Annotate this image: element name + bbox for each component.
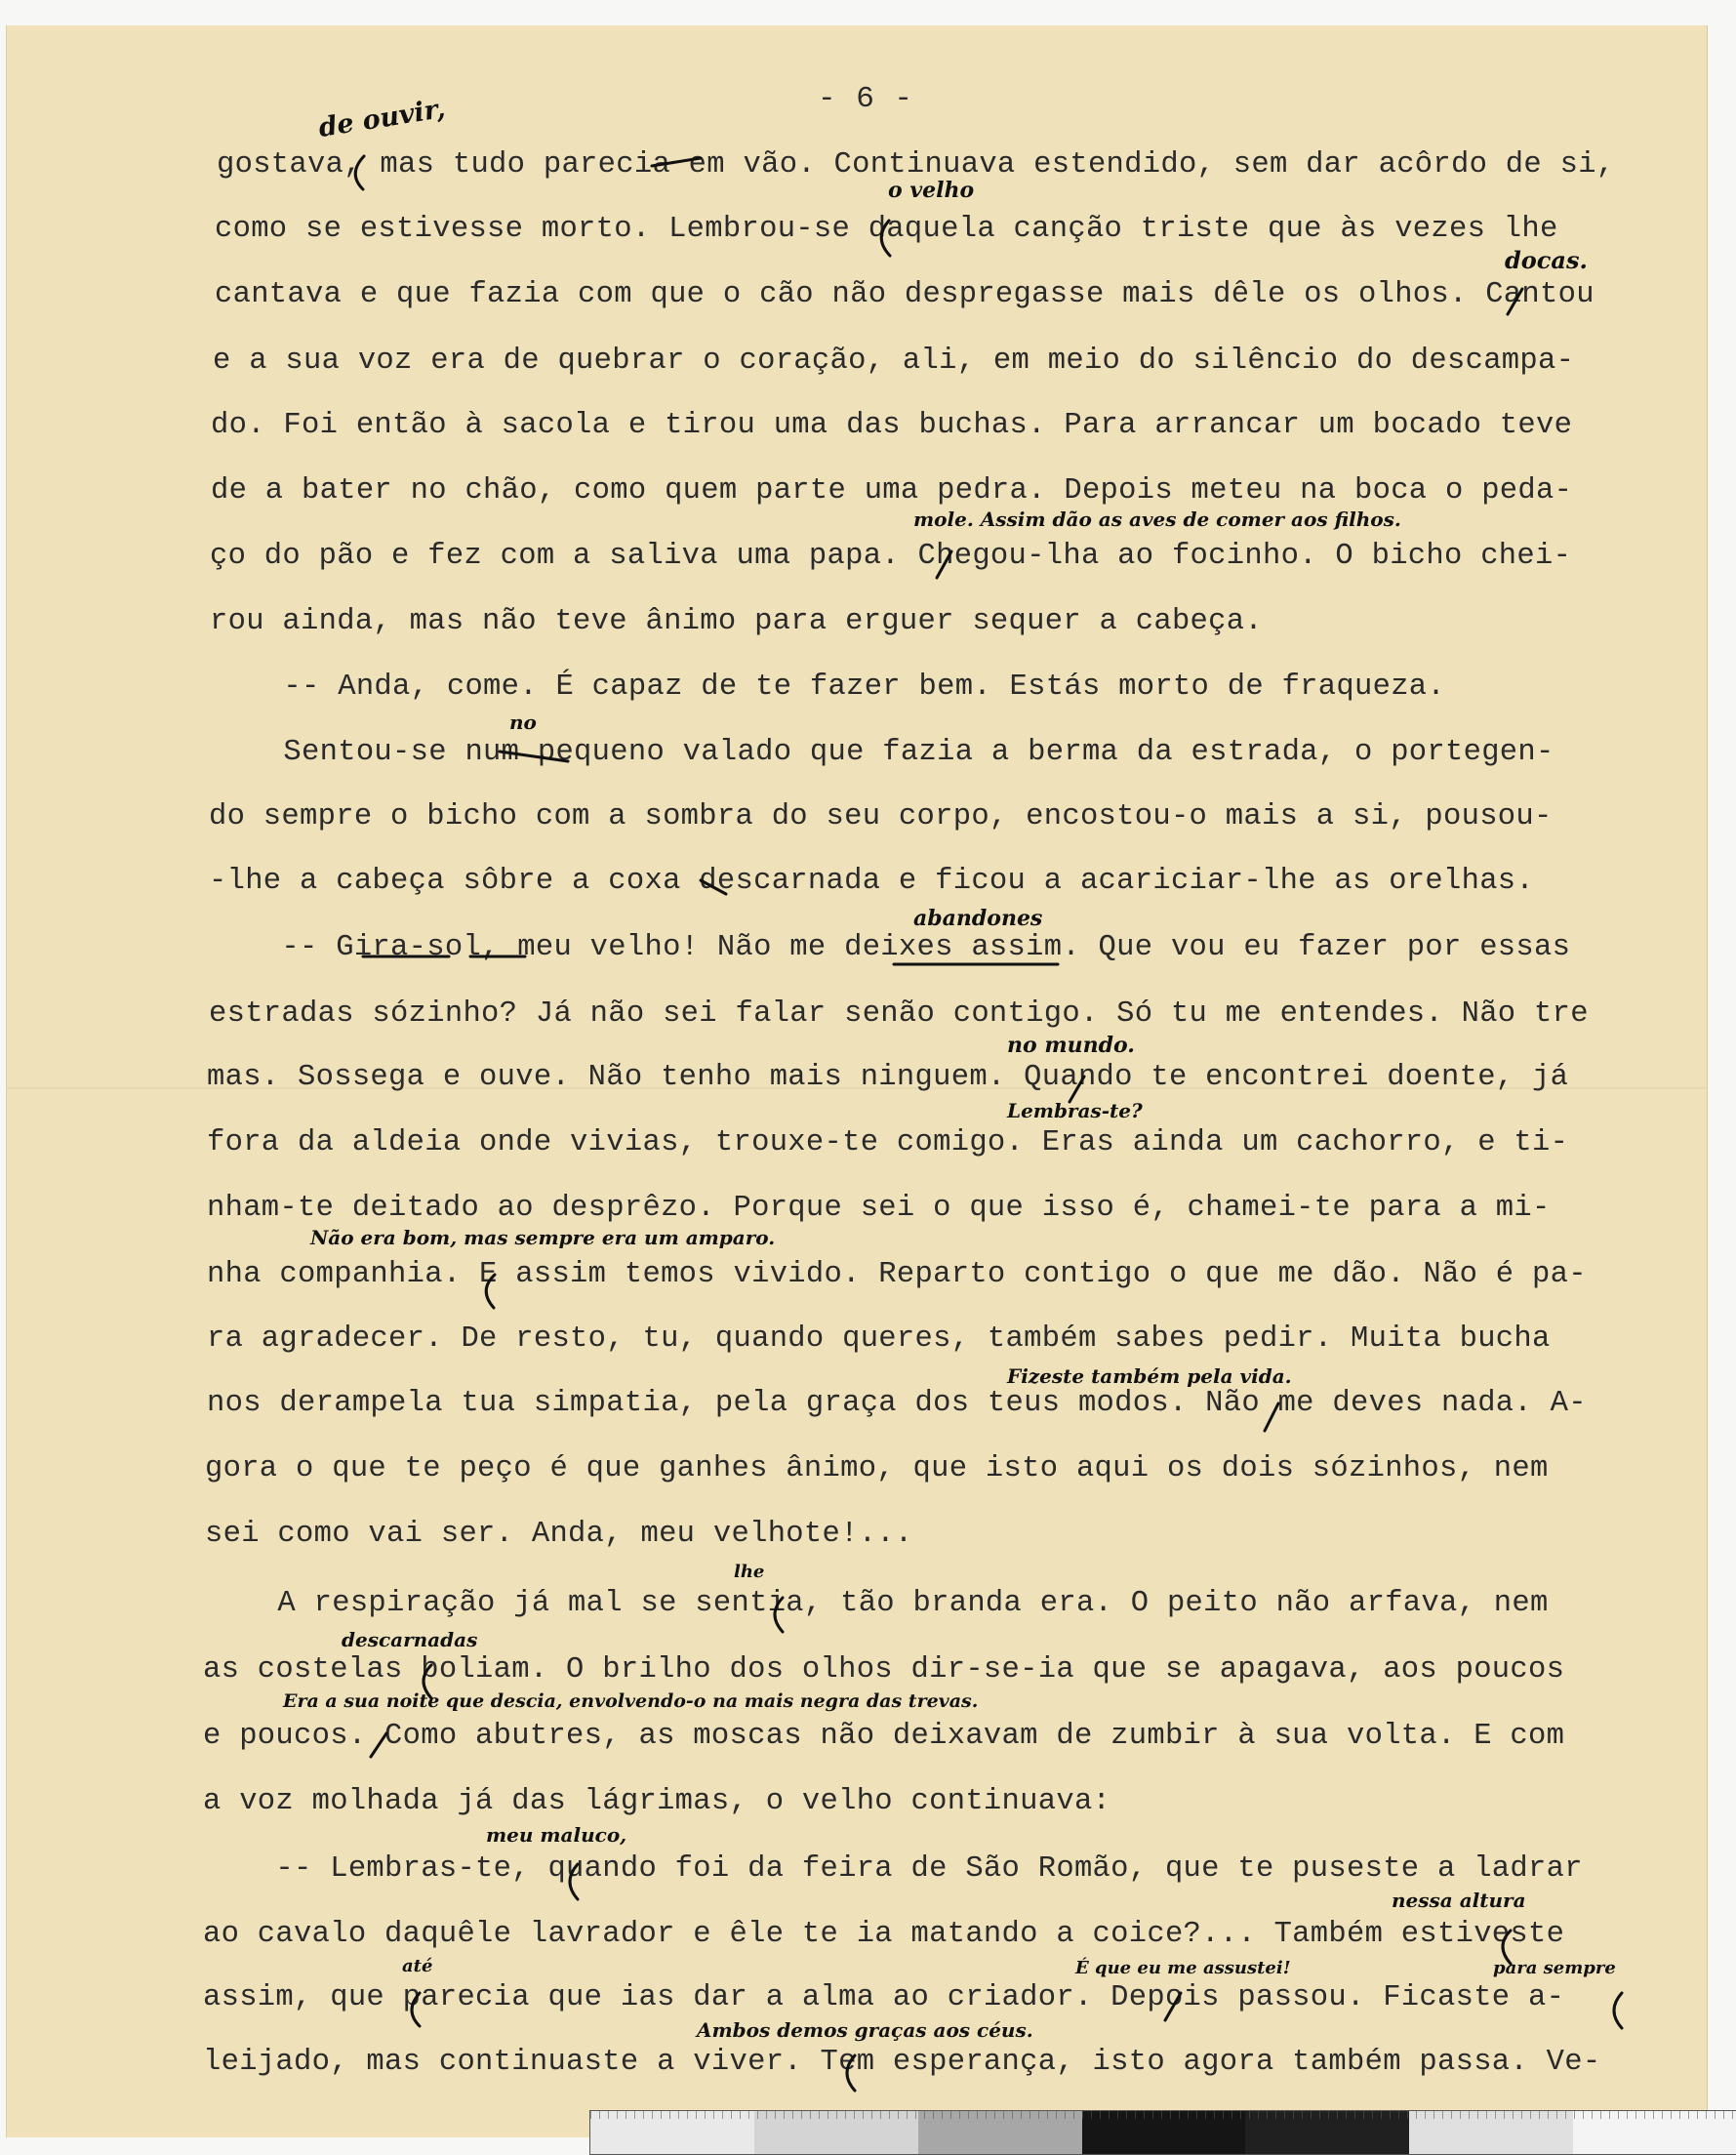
typed-line: rou ainda, mas não teve ânimo para erguer sequer a cabeça. xyxy=(210,605,1263,638)
handwritten-insertion: nessa altura xyxy=(1392,1889,1526,1912)
typed-line: do. Foi então à sacola e tirou uma das buchas. Para arrancar um bocado teve xyxy=(211,409,1573,442)
typed-line: cantava e que fazia com que o cão não despregasse mais dêle os olhos. Cantou xyxy=(215,278,1595,311)
typed-line: A respiração já mal se sentia, tão branda era. O peito não arfava, nem xyxy=(205,1587,1549,1620)
typed-line: estradas sózinho? Já não sei falar senão contigo. Só tu me entendes. Não tre xyxy=(209,997,1589,1031)
typed-line: assim, que parecia que ias dar a alma ao criador. Depois passou. Ficaste a- xyxy=(203,1981,1565,2014)
typed-line: -- Lembras-te, quando foi da feira de São Romão, que te puseste a ladrar xyxy=(203,1852,1583,1886)
handwritten-insertion: no mundo. xyxy=(1007,1033,1135,1058)
typed-line: ra agradecer. De resto, tu, quando queres, também sabes pedir. Muita bucha xyxy=(207,1322,1551,1356)
typed-line: sei como vai ser. Anda, meu velhote!... xyxy=(205,1518,913,1551)
typed-line: e poucos. Como abutres, as moscas não deixavam de zumbir à sua volta. E com xyxy=(203,1720,1565,1753)
typed-line: -- Gira-sol, meu velho! Não me deixes assim. Que vou eu fazer por essas xyxy=(209,931,1571,964)
typed-line: as costelas boliam. O brilho dos olhos dir-se-ia que se apagava, aos poucos xyxy=(203,1653,1565,1687)
typed-line: Sentou-se num pequeno valado que fazia a berma da estrada, o portegen- xyxy=(211,736,1554,769)
typed-line: nha companhia. E assim temos vivido. Reparto contigo o que me dão. Não é pa- xyxy=(207,1258,1587,1291)
typed-line: como se estivesse morto. Lembrou-se daquela canção triste que às vezes lhe xyxy=(215,213,1558,246)
handwritten-insertion: Não era bom, mas sempre era um amparo. xyxy=(310,1226,776,1249)
typed-line: fora da aldeia onde vivias, trouxe-te comigo. Eras ainda um cachorro, e ti- xyxy=(207,1126,1569,1159)
handwritten-insertion: lhe xyxy=(734,1562,765,1582)
color-reference-scale xyxy=(589,2110,1736,2155)
typed-line: gora o que te peço é que ganhes ânimo, que isto aqui os dois sózinhos, nem xyxy=(205,1452,1549,1485)
typed-line: a voz molhada já das lágrimas, o velho continuava: xyxy=(203,1785,1111,1818)
handwritten-insertion: Ambos demos graças aos céus. xyxy=(697,2018,1033,2042)
handwritten-insertion: Lembras-te? xyxy=(1007,1099,1143,1122)
typed-line: -- Anda, come. É capaz de te fazer bem. Estás morto de fraqueza. xyxy=(211,671,1446,704)
handwritten-insertion: É que eu me assustei! xyxy=(1075,1958,1291,1978)
handwritten-insertion: Fizeste também pela vida. xyxy=(1007,1364,1292,1388)
typed-line: -lhe a cabeça sôbre a coxa descarnada e ficou a acariciar-lhe as orelhas. xyxy=(209,865,1535,898)
handwritten-insertion: abandones xyxy=(913,906,1043,931)
typed-line: gostava, mas tudo parecia em vão. Continuava estendido, sem dar acôrdo de si, xyxy=(217,148,1615,182)
typed-line: ao cavalo daquêle lavrador e êle te ia matando a coice?... Também estiveste xyxy=(203,1918,1565,1951)
typed-line: leijado, mas continuaste a viver. Tem esperança, isto agora também passa. Ve- xyxy=(203,2046,1601,2079)
handwritten-insertion: para sempre xyxy=(1493,1958,1616,1978)
typed-line: nos derampela tua simpatia, pela graça dos teus modos. Não me deves nada. A- xyxy=(207,1387,1587,1420)
typed-line: e a sua voz era de quebrar o coração, ali, em meio do silêncio do descampa- xyxy=(213,345,1575,378)
typed-line: nham-te deitado ao desprêzo. Porque sei o que isso é, chamei-te para a mi- xyxy=(207,1192,1551,1225)
typed-line: do sempre o bicho com a sombra do seu corpo, encostou-o mais a si, pousou- xyxy=(209,800,1553,834)
typed-line: ço do pão e fez com a saliva uma papa. Chegou-lha ao focinho. O bicho chei- xyxy=(210,540,1572,573)
typed-line: de a bater no chão, como quem parte uma pedra. Depois meteu na boca o peda- xyxy=(211,474,1573,508)
handwritten-insertion: no xyxy=(509,711,537,734)
handwritten-insertion: até xyxy=(402,1956,433,1976)
typed-line: mas. Sossega e ouve. Não tenho mais ninguem. Quando te encontrei doente, já xyxy=(207,1061,1569,1094)
handwritten-insertion: de ouvir, xyxy=(316,93,448,144)
handwritten-insertion: descarnadas xyxy=(342,1628,478,1651)
handwritten-insertion: Era a sua noite que descia, envolvendo-o na mais negra das trevas. xyxy=(283,1690,979,1712)
handwritten-insertion: o velho xyxy=(888,178,975,203)
handwritten-insertion: meu maluco, xyxy=(486,1823,627,1847)
page-number: - 6 - xyxy=(818,82,914,116)
handwritten-insertion: docas. xyxy=(1505,246,1588,274)
handwritten-insertion: mole. Assim dão as aves de comer aos filhos. xyxy=(913,508,1401,531)
